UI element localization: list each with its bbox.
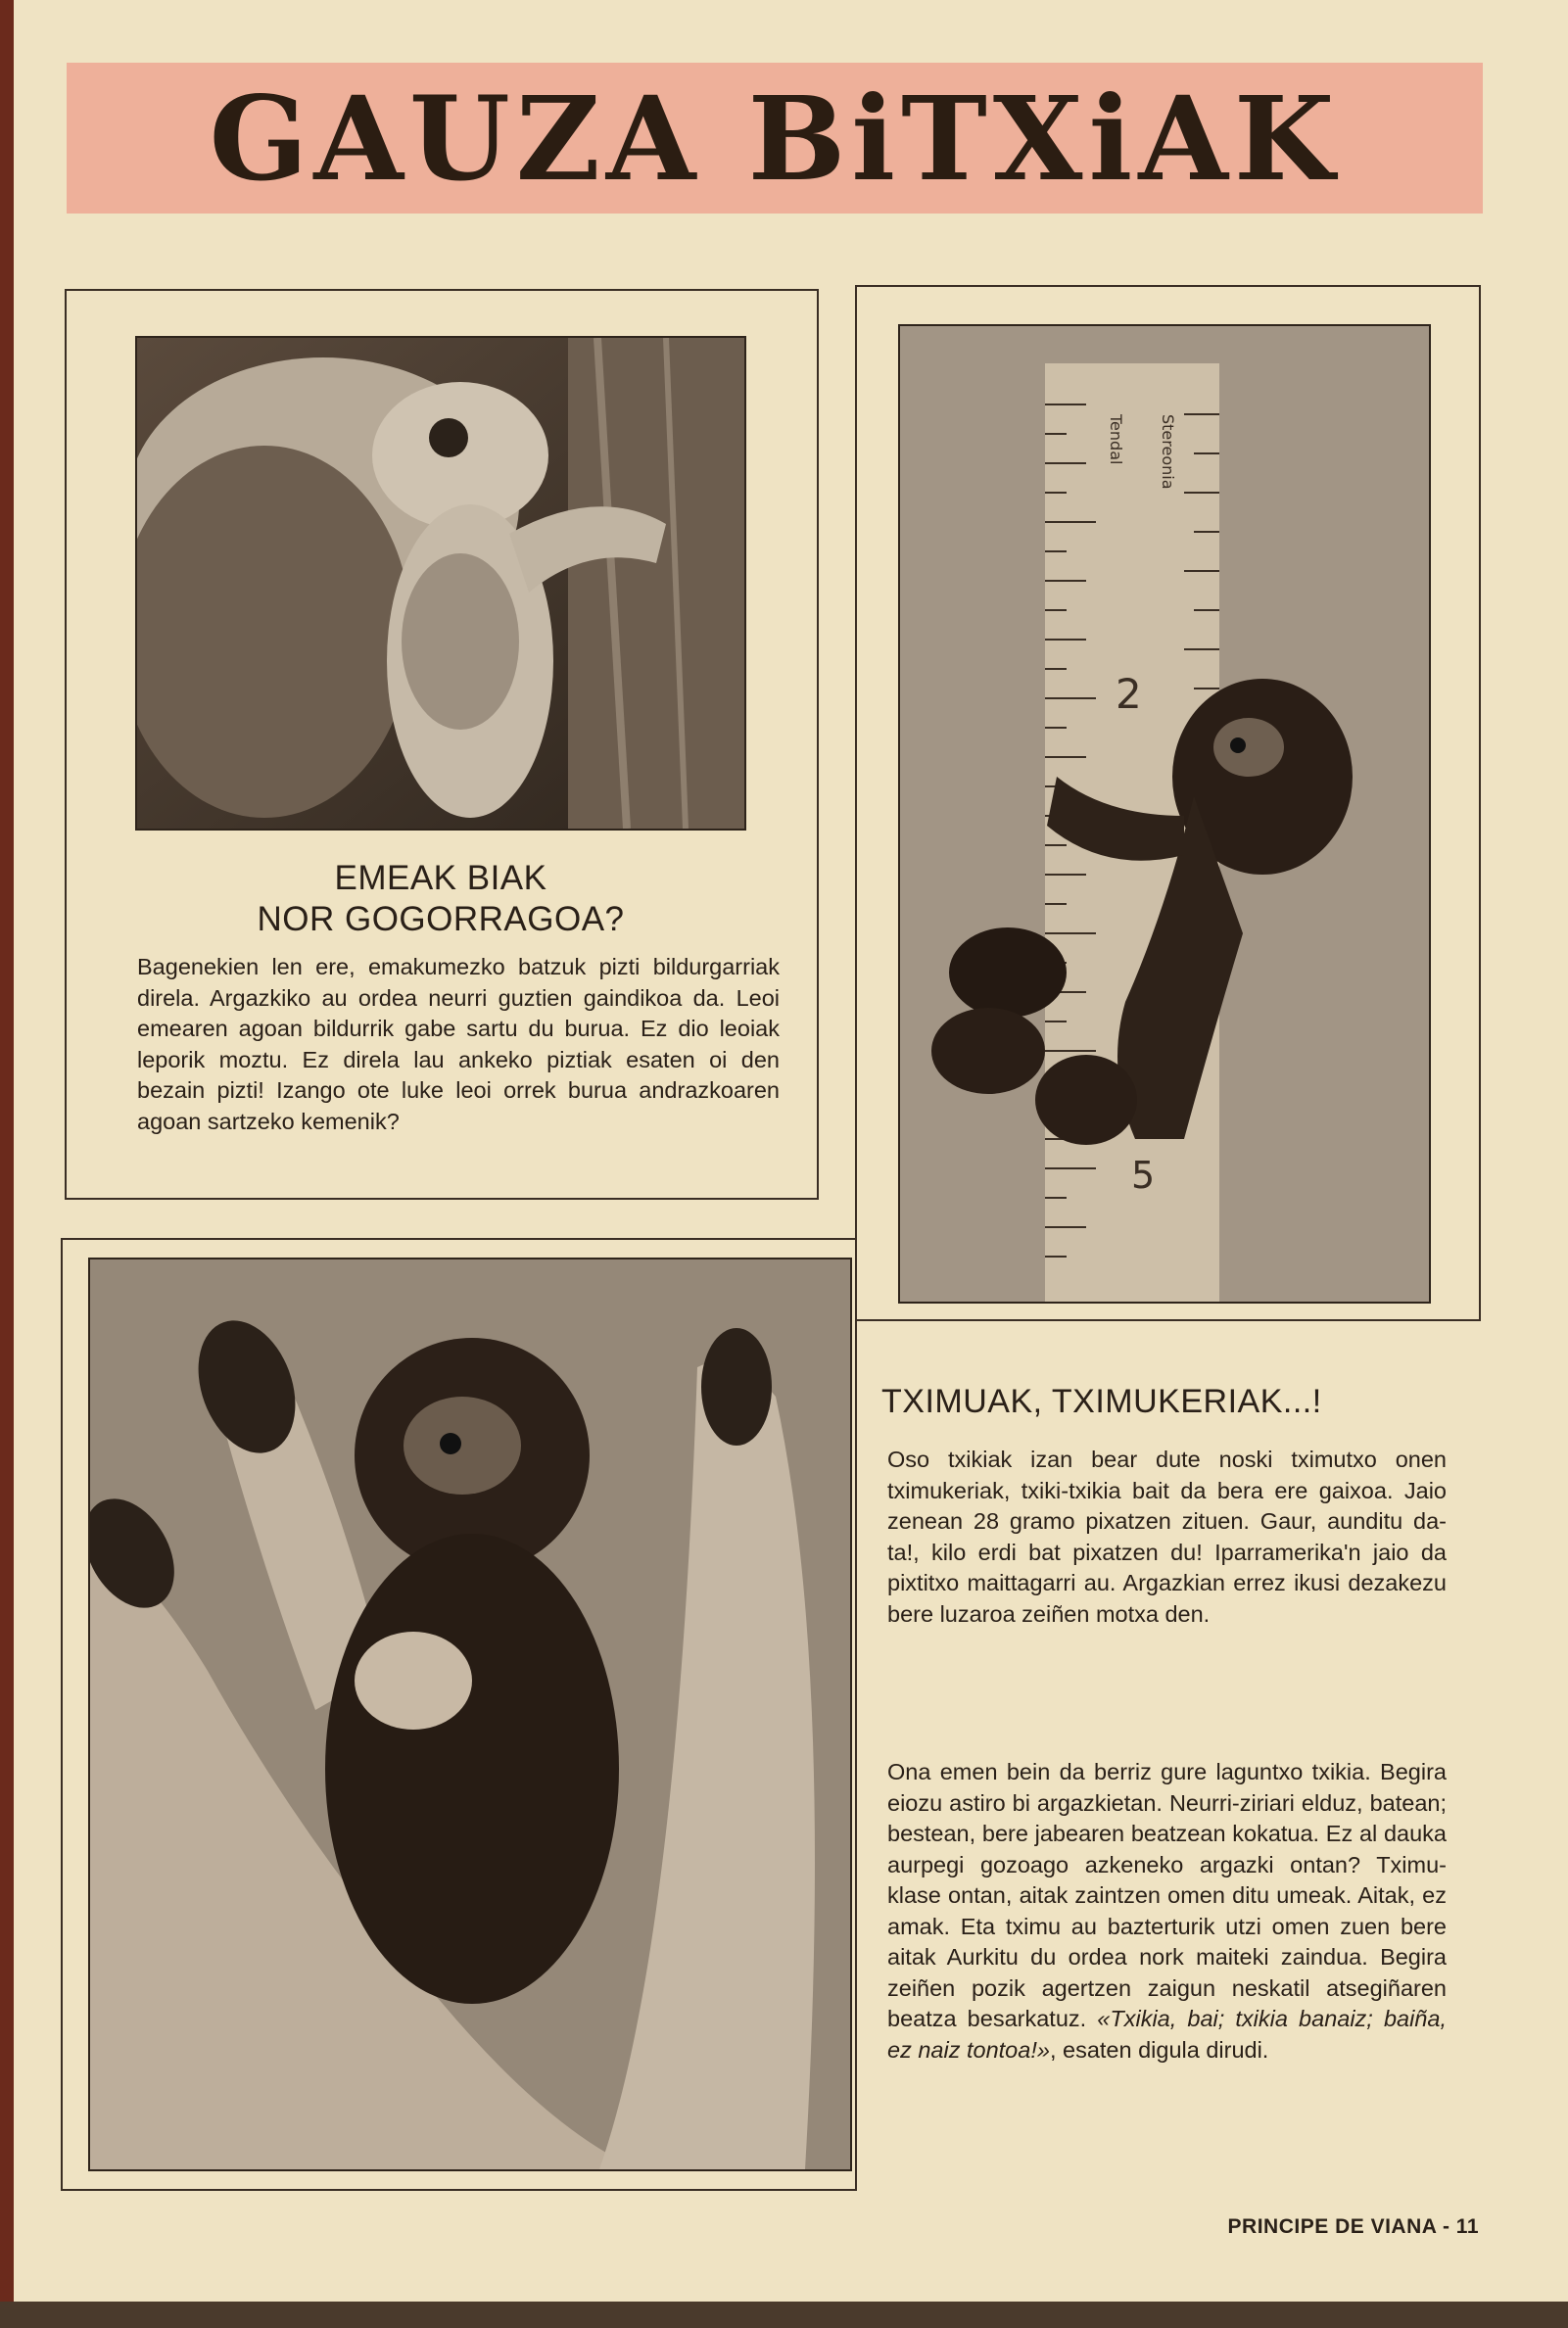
ruler-label-text: Stereonia (1159, 414, 1177, 490)
lioness-article-text (137, 952, 780, 1137)
lioness-title-line2: NOR GOGORRAGOA? (257, 900, 625, 938)
lioness-title-line1: EMEAK BIAK (334, 859, 547, 897)
monkey-paragraph-1: Oso txikiak izan bear dute noski tximutxo onen tximukeriak, txiki-txikia bait da bera ere gaixoa. Jaio zenean 28 gramo pixatzen zituen. Gaur, aunditu da-ta!, kilo erdi bat pixatzen du! Iparramerika'n jaio da pixtitxo maittagarri au. Argazkian errez ikusi dezakezu bere luzaroa zeiñen motxa den. (887, 1447, 1447, 1627)
ruler-monkey-photo (898, 324, 1431, 1304)
ruler-number-5: 5 (1131, 1154, 1156, 1197)
ruler-brand-text: Tendal (1107, 414, 1125, 465)
monkey-article-title: TXIMUAK, TXIMUKERIAK...! (881, 1383, 1322, 1420)
page-binding-edge (0, 0, 14, 2328)
lioness-article-title (137, 858, 744, 940)
monkey-paragraph-2-end: , esaten digula dirudi. (1049, 2036, 1269, 2063)
lioness-paragraph: Bagenekien len ere, emakumezko batzuk pizti bildurgarriak direla. Argazkiko au ordea neurri guztien gaindikoa da. Leoi emearen agoan bildurrik gabe sartu du burua. Ez dio leoiak leporik moztu. Ez direla lau ankeko piztiak esaten oi den bezain pizti! Izango ote luke leoi orrek burua andrazkoaren agoan sartzeko kemenik? (137, 954, 780, 1134)
lioness-photo (135, 336, 746, 831)
monkey-paragraph-2 (887, 1757, 1447, 2066)
page-bottom-edge (0, 2302, 1568, 2328)
monkey-paragraph-2-quote: «Txikia, bai; txikia banaiz; baiña, ez naiz tontoa!» (887, 2006, 1447, 2063)
lioness-photo-image (137, 338, 744, 829)
header-banner (67, 63, 1483, 214)
ruler-monkey-image (900, 326, 1429, 1302)
monkey-paragraph-2-main: Ona emen bein da berriz gure laguntxo txikia. Begira eiozu astiro bi argazkietan. Neurri-ziriari elduz, batean; bestean, bere jabearen beatzean kokatua. Ez al dauka aurpegi gozoago azkeneko argazki ontan? Tximu-klase ontan, aitak zaintzen omen ditu umeak. Aitak, ez amak. Eta tximu au bazterturik utzi omen zuen bere aitak Aurkitu du ordea nork maiteki zaindua. Begira zeiñen pozik agertzen zaigun neskatil atsegiñaren beatza besarkatuz. (887, 1759, 1447, 2031)
page-footer: PRINCIPE DE VIANA - 11 (1227, 2215, 1479, 2238)
finger-monkey-image (90, 1259, 850, 2169)
ruler-number-2: 2 (1116, 670, 1142, 718)
monkey-article-text-1 (887, 1445, 1447, 1630)
monkey-article-text-2 (887, 1757, 1447, 2066)
page-title: GAUZA BiTXiAK (209, 70, 1341, 207)
finger-monkey-photo (88, 1258, 852, 2171)
